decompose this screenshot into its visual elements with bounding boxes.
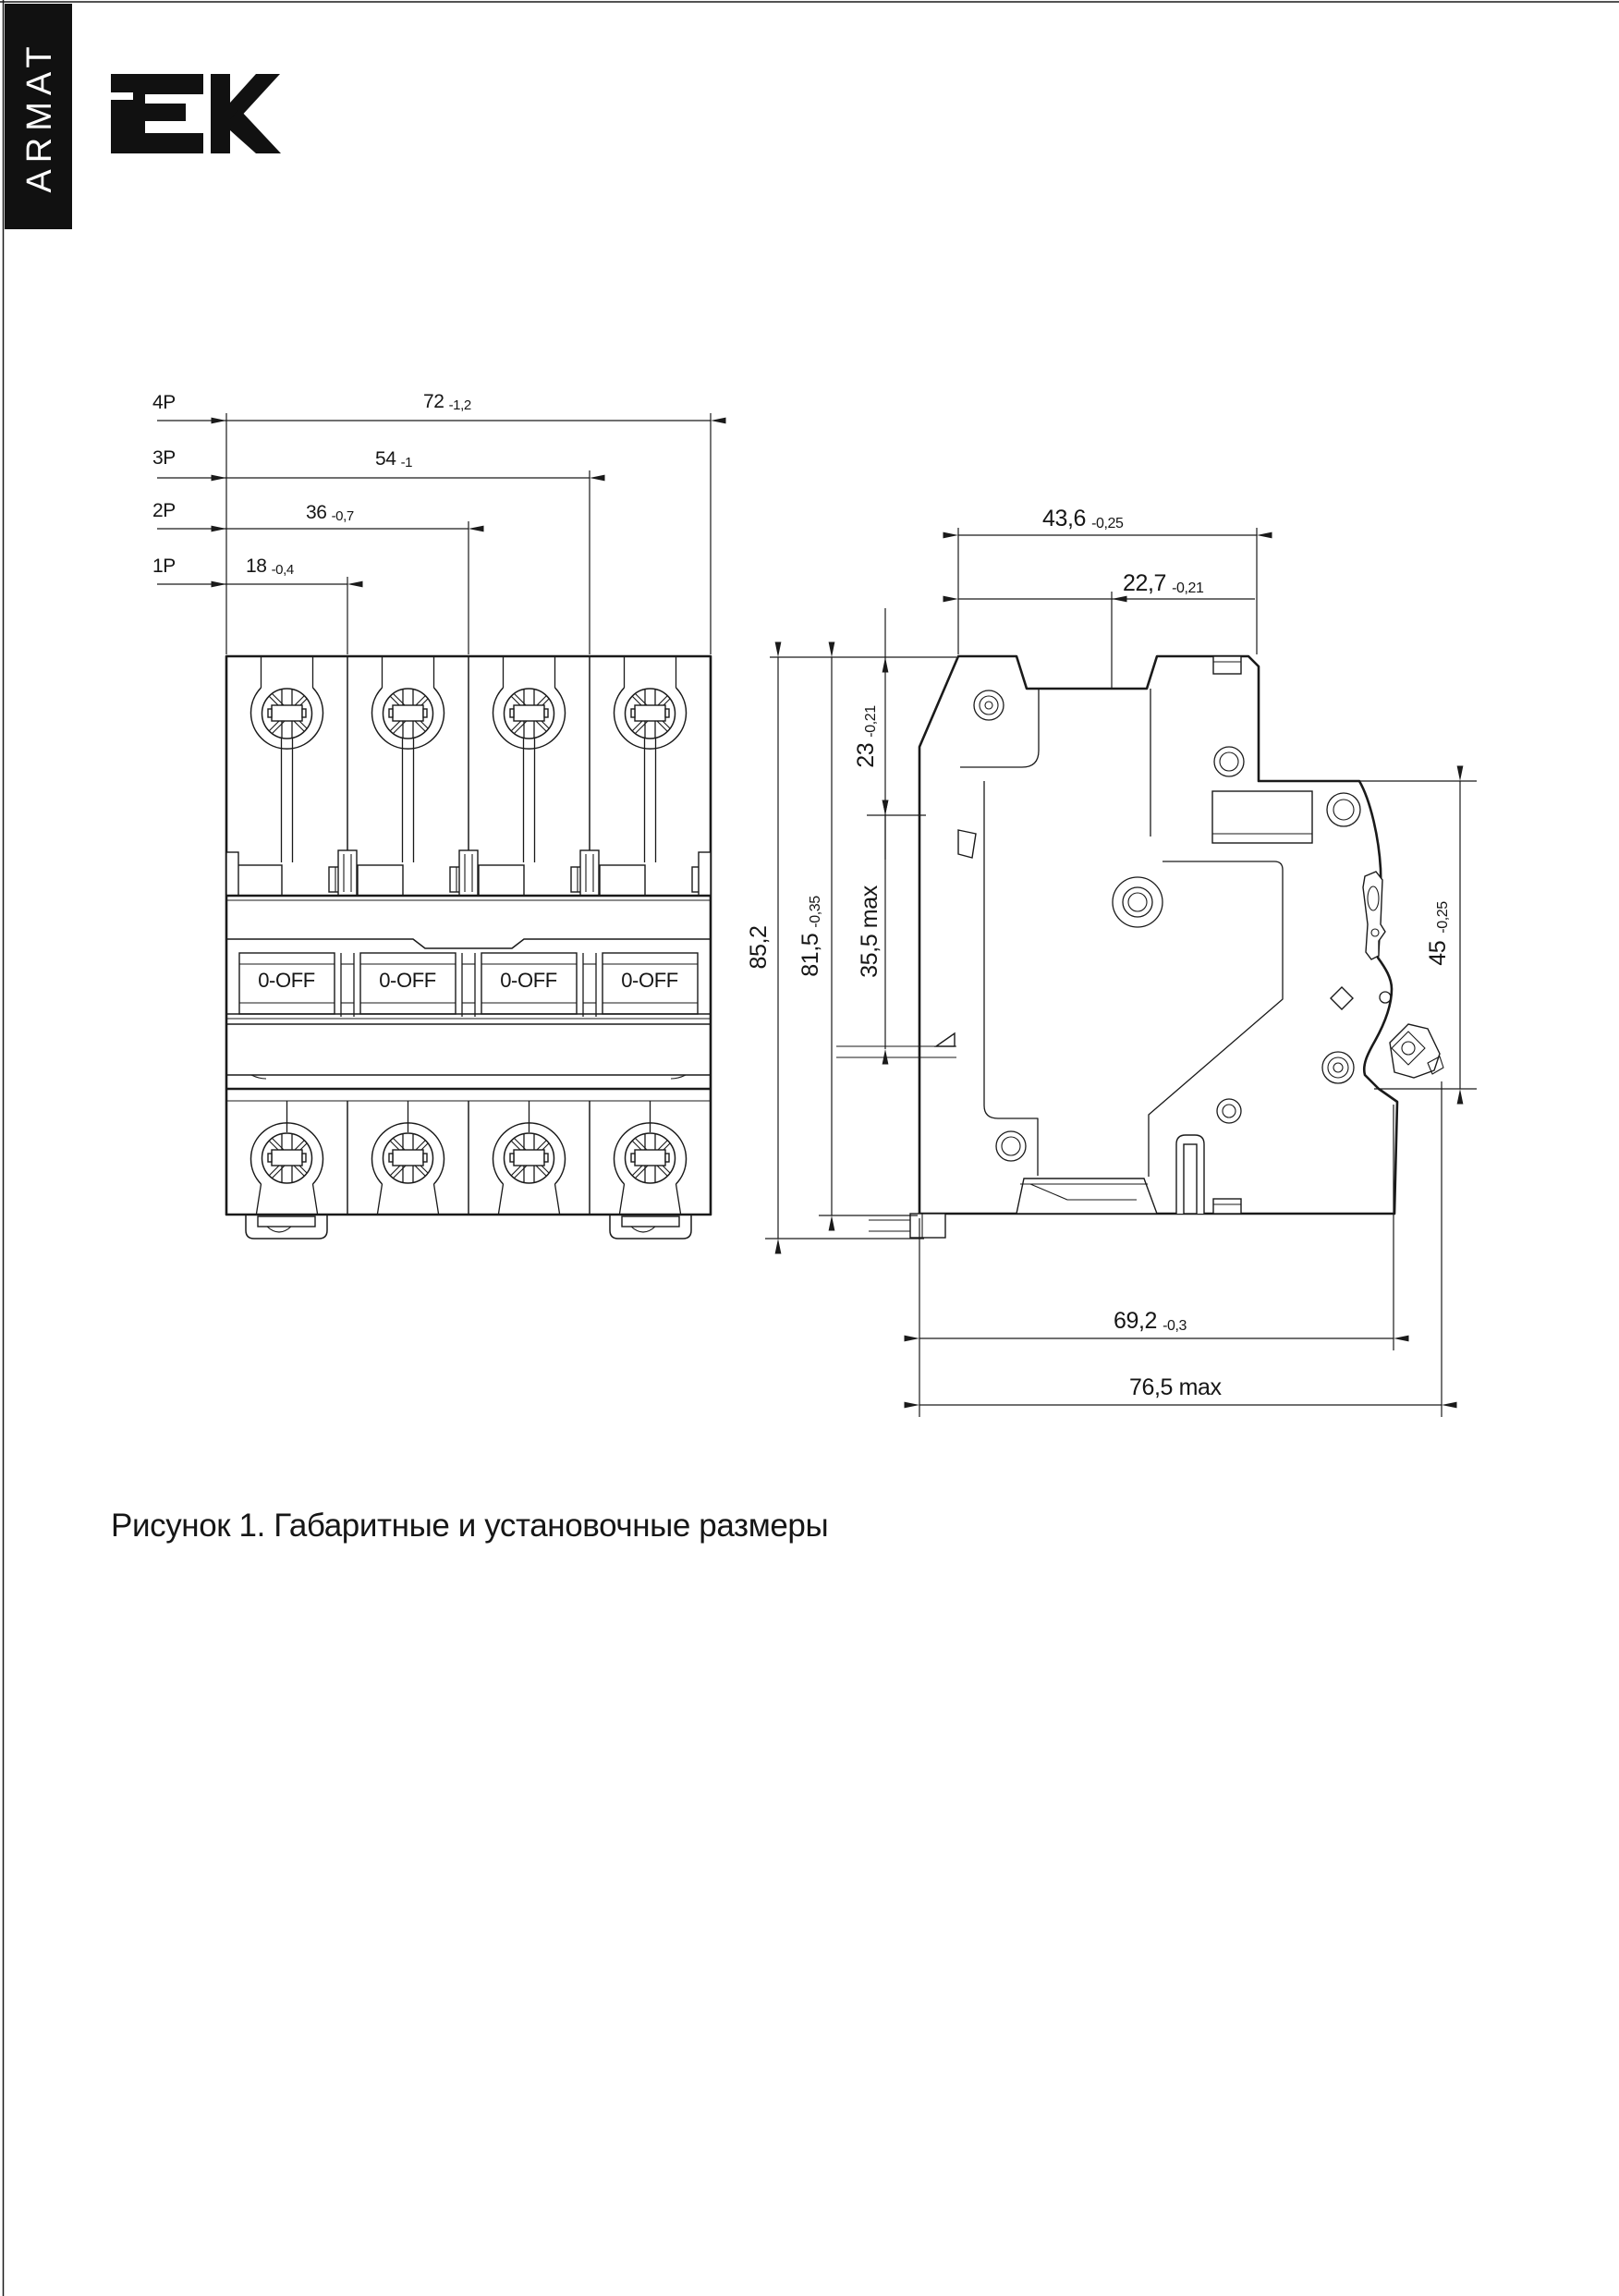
logo-i-stem [111,100,135,153]
dim-18: 18 -0,4 [246,556,294,578]
logo-k-stem [211,74,230,153]
dim-23: 23-0,21 [853,705,879,768]
dim-85-2: 85,2 [746,925,772,970]
caption: Рисунок 1. Габаритные и установочные размеры [111,1508,829,1544]
pole-label-3p: 3P [152,447,176,469]
logo-k-lower-arm [230,109,281,153]
logo-e-bottom [133,133,203,153]
iek-logo [111,74,281,153]
dim-81-5: 81,5-0,35 [797,896,823,977]
logo-e-mid [133,104,186,121]
logo-e-top [133,74,203,94]
dim-54: 54 -1 [375,448,413,470]
side-view [836,656,1443,1238]
dimensions-front [152,391,711,654]
din-foot-left [246,1215,327,1239]
dim-45: 45-0,25 [1425,901,1451,966]
dim-69-2: 69,2 -0,3 [1114,1308,1187,1334]
front-view [226,656,711,1239]
logo-i-dot [111,74,135,92]
din-foot-right [610,1215,691,1239]
dim-36: 36 -0,7 [306,502,354,524]
breaker-body-side [919,656,1397,1214]
armat-sidebar [5,4,72,229]
handle-label-2: 0-OFF [379,969,436,992]
series-vertical-label: ARMAT [20,40,59,193]
pole-label-4p: 4P [152,392,176,413]
dim-35-5: 35,5 max [857,885,883,978]
dim-43-6: 43,6 -0,25 [1042,506,1124,531]
handle-label-3: 0-OFF [500,969,557,992]
handle-label-4: 0-OFF [621,969,678,992]
pole-label-1p: 1P [152,556,176,577]
handle-label-1: 0-OFF [258,969,315,992]
dim-22-7: 22,7 -0,21 [1123,570,1204,596]
pole-label-2p: 2P [152,500,176,521]
dim-76-5: 76,5 max [1129,1374,1222,1400]
dim-72: 72 -1,2 [423,391,471,413]
